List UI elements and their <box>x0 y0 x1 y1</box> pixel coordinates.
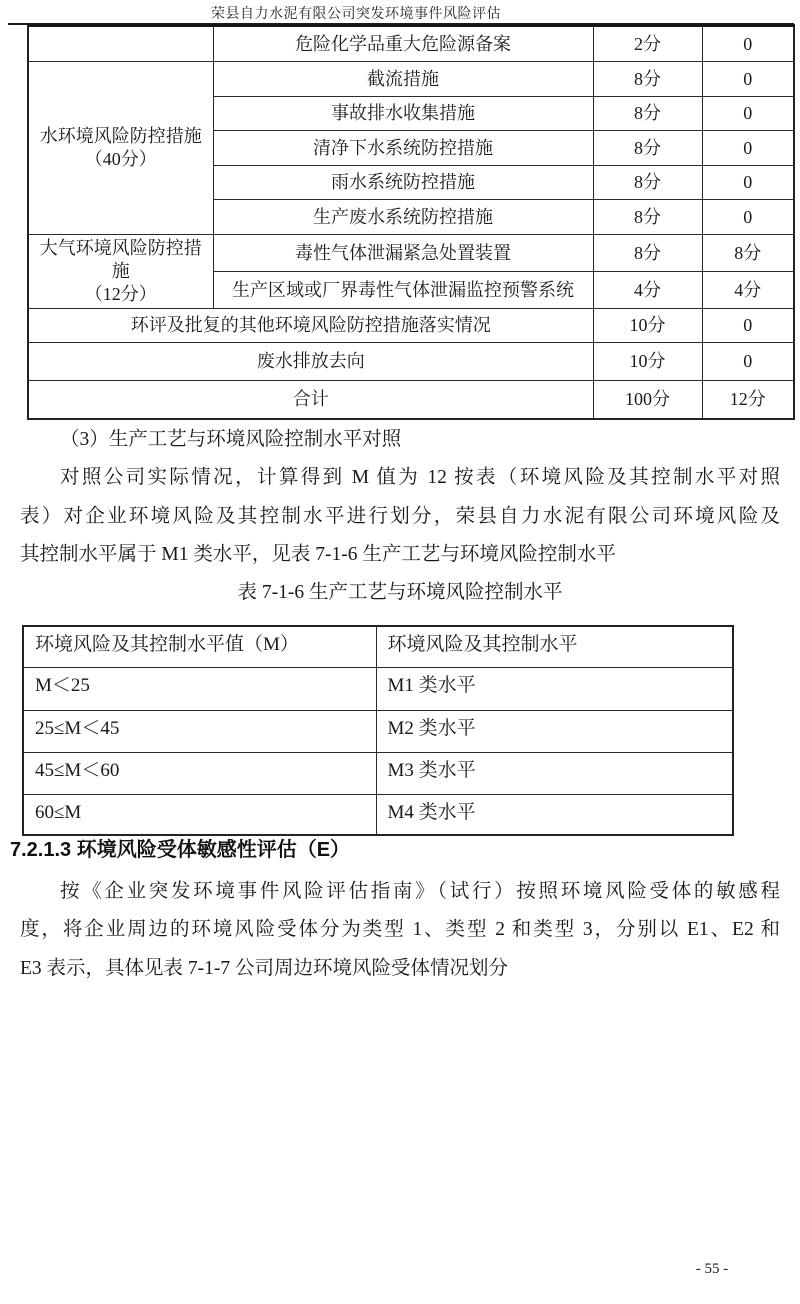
actual-score-cell: 0 <box>702 97 794 131</box>
table-row <box>28 381 794 419</box>
category-label-line: （40分） <box>84 149 157 169</box>
table-row <box>23 626 733 667</box>
paragraph-line: （3）生产工艺与环境风险控制水平对照 <box>60 429 402 450</box>
column-header: 环境风险及其控制水平值（M） <box>23 626 376 667</box>
item-cell: 废水排放去向 <box>28 343 593 381</box>
actual-score-cell: 0 <box>702 343 794 381</box>
page-number: - 55 - <box>695 1261 729 1277</box>
actual-score-cell: 0 <box>702 200 794 235</box>
table-row <box>28 235 794 272</box>
item-cell: 生产废水系统防控措施 <box>213 200 593 235</box>
item-cell: 截流措施 <box>213 62 593 97</box>
score-cell: 10分 <box>593 343 702 381</box>
score-cell: 8分 <box>593 235 702 272</box>
paragraph-line: 度，将企业周边的环境风险受体分为类型 1、类型 2 和类型 3，分别以 E1、E2 和 <box>20 919 780 941</box>
actual-score-cell: 0 <box>702 166 794 200</box>
score-cell: 4分 <box>593 272 702 309</box>
item-cell: 事故排水收集措施 <box>213 97 593 131</box>
level-cell: M2 类水平 <box>376 710 733 752</box>
score-cell: 100分 <box>593 381 702 419</box>
table-row <box>28 62 794 97</box>
water-group-category-cell <box>28 62 213 235</box>
actual-score-cell: 0 <box>702 309 794 343</box>
paragraph-line: 对照公司实际情况，计算得到 M 值为 12 按表（环境风险及其控制水平对照 <box>60 467 780 489</box>
body-paragraphs <box>20 873 780 988</box>
score-cell: 10分 <box>593 309 702 343</box>
paragraph-line: 其控制水平属于 M1 类水平，见表 7-1-6 生产工艺与环境风险控制水平 <box>20 543 616 565</box>
range-cell: 25≤M＜45 <box>23 710 376 752</box>
table-row <box>28 309 794 343</box>
body-paragraphs <box>20 421 780 612</box>
actual-score-cell: 0 <box>702 26 794 62</box>
section-heading-7-2-1-3: 7.2.1.3 环境风险受体敏感性评估（E） <box>10 839 351 861</box>
table-7-1-6-caption: 表 7-1-6 生产工艺与环境风险控制水平 <box>237 582 563 604</box>
table-row <box>23 752 733 794</box>
actual-score-cell: 12分 <box>702 381 794 419</box>
paragraph-line: 表）对企业环境风险及其控制水平进行划分，荣县自力水泥有限公司环境风险及 <box>20 505 780 527</box>
column-header: 环境风险及其控制水平 <box>376 626 733 667</box>
actual-score-cell: 4分 <box>702 272 794 309</box>
category-cell-empty <box>28 26 213 62</box>
range-cell: M＜25 <box>23 667 376 710</box>
table-row <box>23 794 733 835</box>
risk-control-score-table <box>27 24 795 420</box>
level-cell: M1 类水平 <box>376 667 733 710</box>
item-cell: 环评及批复的其他环境风险防控措施落实情况 <box>28 309 593 343</box>
category-label-line: 大气环境风险防控措施 <box>39 238 202 281</box>
risk-level-table <box>22 625 734 836</box>
score-cell: 2分 <box>593 26 702 62</box>
category-label-line: （12分） <box>84 284 157 304</box>
level-cell: M4 类水平 <box>376 794 733 835</box>
paragraph-line: 按《企业突发环境事件风险评估指南》（试行）按照环境风险受体的敏感程 <box>60 881 780 902</box>
paragraph-line: E3 表示，具体见表 7-1-7 公司周边环境风险受体情况划分 <box>20 957 509 979</box>
actual-score-cell: 0 <box>702 131 794 166</box>
score-cell: 8分 <box>593 166 702 200</box>
running-header-title: 荣县自力水泥有限公司突发环境事件风险评估 <box>211 7 501 22</box>
item-cell: 雨水系统防控措施 <box>213 166 593 200</box>
table-row <box>28 26 794 62</box>
air-group-category-cell <box>28 235 213 309</box>
item-cell: 生产区域或厂界毒性气体泄漏监控预警系统 <box>213 272 593 309</box>
actual-score-cell: 0 <box>702 62 794 97</box>
range-cell: 60≤M <box>23 794 376 835</box>
table-row <box>23 710 733 752</box>
score-cell: 8分 <box>593 62 702 97</box>
score-cell: 8分 <box>593 131 702 166</box>
category-label-line: 水环境风险防控措施 <box>39 126 202 146</box>
total-label-cell: 合计 <box>28 381 593 419</box>
item-cell: 清净下水系统防控措施 <box>213 131 593 166</box>
table-row <box>28 343 794 381</box>
actual-score-cell: 8分 <box>702 235 794 272</box>
level-cell: M3 类水平 <box>376 752 733 794</box>
item-cell: 毒性气体泄漏紧急处置装置 <box>213 235 593 272</box>
table-row <box>23 667 733 710</box>
score-cell: 8分 <box>593 97 702 131</box>
range-cell: 45≤M＜60 <box>23 752 376 794</box>
score-cell: 8分 <box>593 200 702 235</box>
item-cell: 危险化学品重大危险源备案 <box>213 26 593 62</box>
